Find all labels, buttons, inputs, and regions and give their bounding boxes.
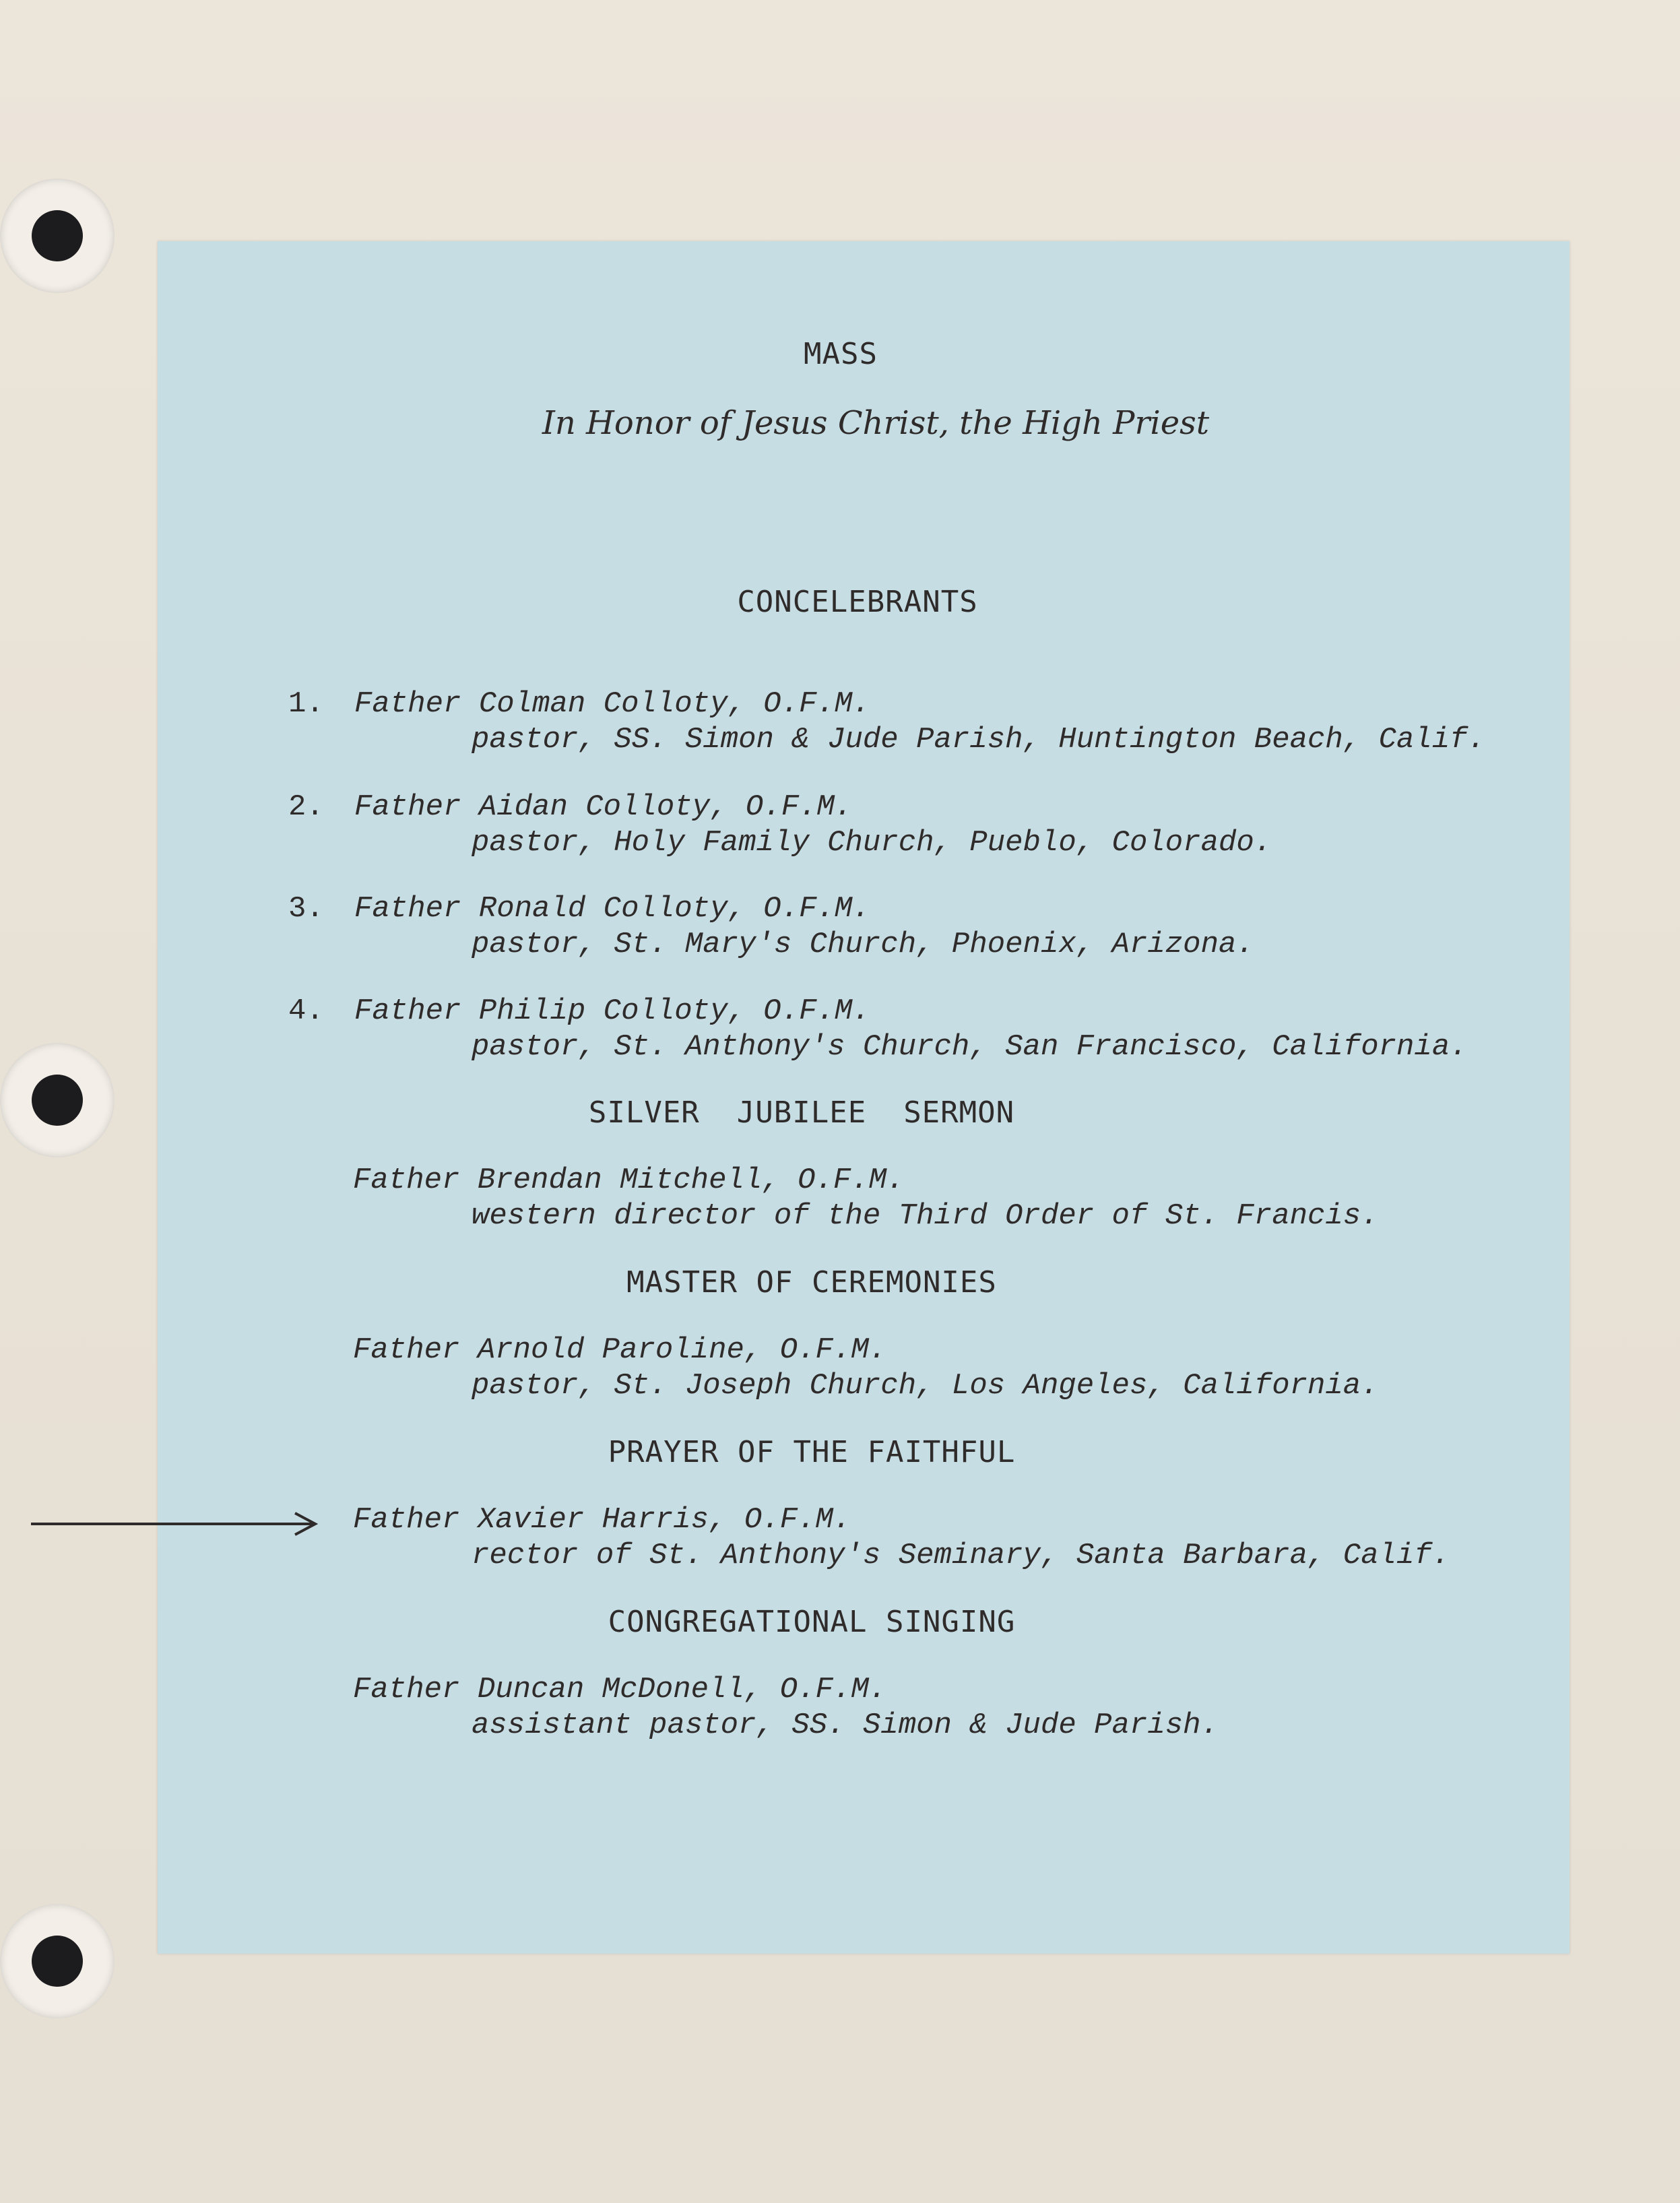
ceremonies-role: pastor, St. Joseph Church, Los Angeles, California.: [472, 1369, 1379, 1403]
entry-role: pastor, SS. Simon & Jude Parish, Huntington Beach, Calif.: [472, 723, 1486, 757]
singing-role: assistant pastor, SS. Simon & Jude Parish.: [472, 1709, 1219, 1742]
section-heading-sermon: SILVER JUBILEE SERMON: [588, 1095, 1015, 1130]
entry-number: 1.: [288, 687, 324, 721]
page-subtitle: In Honor of Jesus Christ, the High Priest: [542, 404, 1210, 442]
arrow-right-icon: [30, 1509, 319, 1539]
singing-name: Father Duncan McDonell, O.F.M.: [353, 1673, 887, 1706]
binder-hole-bottom: [0, 1904, 115, 2018]
entry-role: pastor, St. Anthony's Church, San Francisco, California.: [472, 1030, 1468, 1064]
entry-number: 3.: [288, 892, 324, 926]
page-title: MASS: [804, 337, 878, 371]
prayer-name: Father Xavier Harris, O.F.M.: [353, 1503, 851, 1537]
entry-name: Father Aidan Colloty, O.F.M.: [354, 790, 853, 824]
section-heading-prayer: PRAYER OF THE FAITHFUL: [608, 1435, 1016, 1469]
entry-name: Father Colman Colloty, O.F.M.: [354, 687, 870, 721]
section-heading-concelebrants: CONCELEBRANTS: [737, 585, 978, 619]
entry-number: 2.: [288, 790, 324, 824]
sermon-role: western director of the Third Order of St. Francis.: [472, 1199, 1379, 1233]
entry-role: pastor, Holy Family Church, Pueblo, Colorado.: [472, 826, 1272, 860]
section-heading-ceremonies: MASTER OF CEREMONIES: [626, 1265, 997, 1300]
entry-number: 4.: [288, 994, 324, 1028]
prayer-role: rector of St. Anthony's Seminary, Santa Barbara, Calif.: [472, 1539, 1450, 1572]
entry-name: Father Philip Colloty, O.F.M.: [354, 994, 870, 1028]
entry-role: pastor, St. Mary's Church, Phoenix, Arizona.: [472, 928, 1254, 961]
entry-name: Father Ronald Colloty, O.F.M.: [354, 892, 870, 926]
section-heading-singing: CONGREGATIONAL SINGING: [608, 1605, 1016, 1639]
binder-hole-top: [0, 179, 115, 293]
ceremonies-name: Father Arnold Paroline, O.F.M.: [353, 1333, 887, 1367]
sermon-name: Father Brendan Mitchell, O.F.M.: [353, 1163, 905, 1197]
